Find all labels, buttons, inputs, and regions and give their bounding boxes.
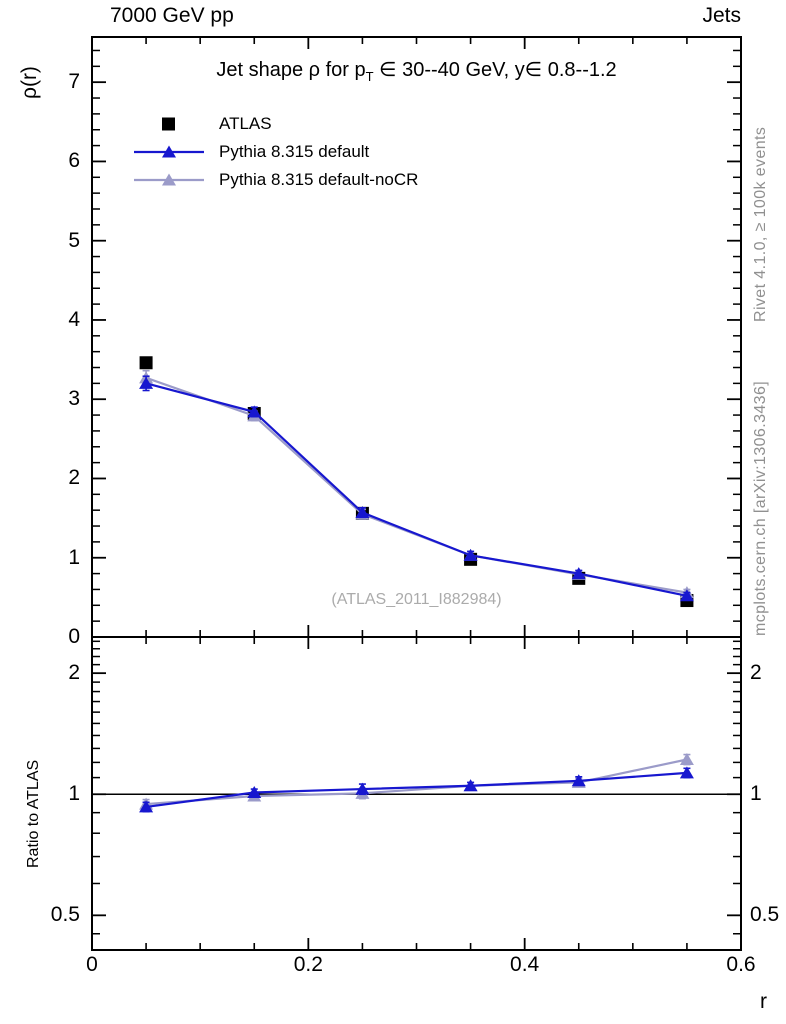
title-text: Jet shape ρ for p	[216, 59, 366, 81]
main-y-tick-label: 0	[68, 625, 80, 648]
watermark: (ATLAS_2011_I882984)	[331, 591, 502, 608]
title-subscript: T	[365, 69, 374, 84]
header-analysis-label: Jets	[702, 4, 741, 27]
legend-label: Pythia 8.315 default	[219, 142, 370, 161]
main-y-tick-label: 6	[68, 149, 80, 173]
ratio-y-tick-label-right: 2	[750, 661, 762, 685]
x-tick-label: 0	[86, 953, 98, 976]
main-y-tick-label: 7	[68, 70, 80, 94]
header-beam-label: 7000 GeV pp	[110, 4, 234, 27]
x-tick-label: 0.2	[293, 953, 323, 976]
main-y-tick-label: 2	[68, 466, 80, 490]
triangle-line-marker-icon	[132, 142, 206, 162]
legend-row	[132, 166, 418, 194]
ratio-y-axis-label: Ratio to ATLAS	[25, 759, 42, 868]
ratio-y-tick-label-left: 0.5	[50, 903, 80, 927]
x-axis-label: r	[760, 990, 767, 1013]
legend-label: Pythia 8.315 default-noCR	[219, 170, 419, 189]
mcplots-reference-label: mcplots.cern.ch [arXiv:1306.3436]	[752, 380, 769, 636]
main-y-tick-label: 1	[68, 545, 80, 569]
ratio-y-tick-label-right: 1	[750, 782, 762, 806]
triangle-line-marker-icon	[132, 170, 206, 190]
legend-label: ATLAS	[219, 114, 272, 133]
main-y-axis-label: ρ(r)	[18, 66, 41, 99]
ratio-y-tick-label-right: 0.5	[750, 903, 780, 927]
main-y-tick-label: 4	[68, 307, 80, 331]
rivet-version-label: Rivet 4.1.0, ≥ 100k events	[752, 126, 769, 322]
ratio-y-tick-label-left: 1	[68, 782, 80, 806]
main-y-tick-labels	[0, 0, 90, 648]
ratio-y-tick-label-left: 2	[68, 661, 80, 685]
square-marker-icon	[132, 114, 206, 134]
title-text-tail: ∈ 30--40 GeV, y∈ 0.8--1.2	[373, 59, 617, 81]
main-y-tick-label: 5	[68, 228, 80, 252]
main-y-tick-label: 3	[68, 387, 80, 411]
plot-title	[92, 58, 741, 89]
legend	[132, 110, 418, 194]
x-tick-label: 0.4	[510, 953, 540, 976]
x-tick-label: 0.6	[726, 953, 756, 976]
legend-row	[132, 110, 418, 138]
legend-row	[132, 138, 418, 166]
